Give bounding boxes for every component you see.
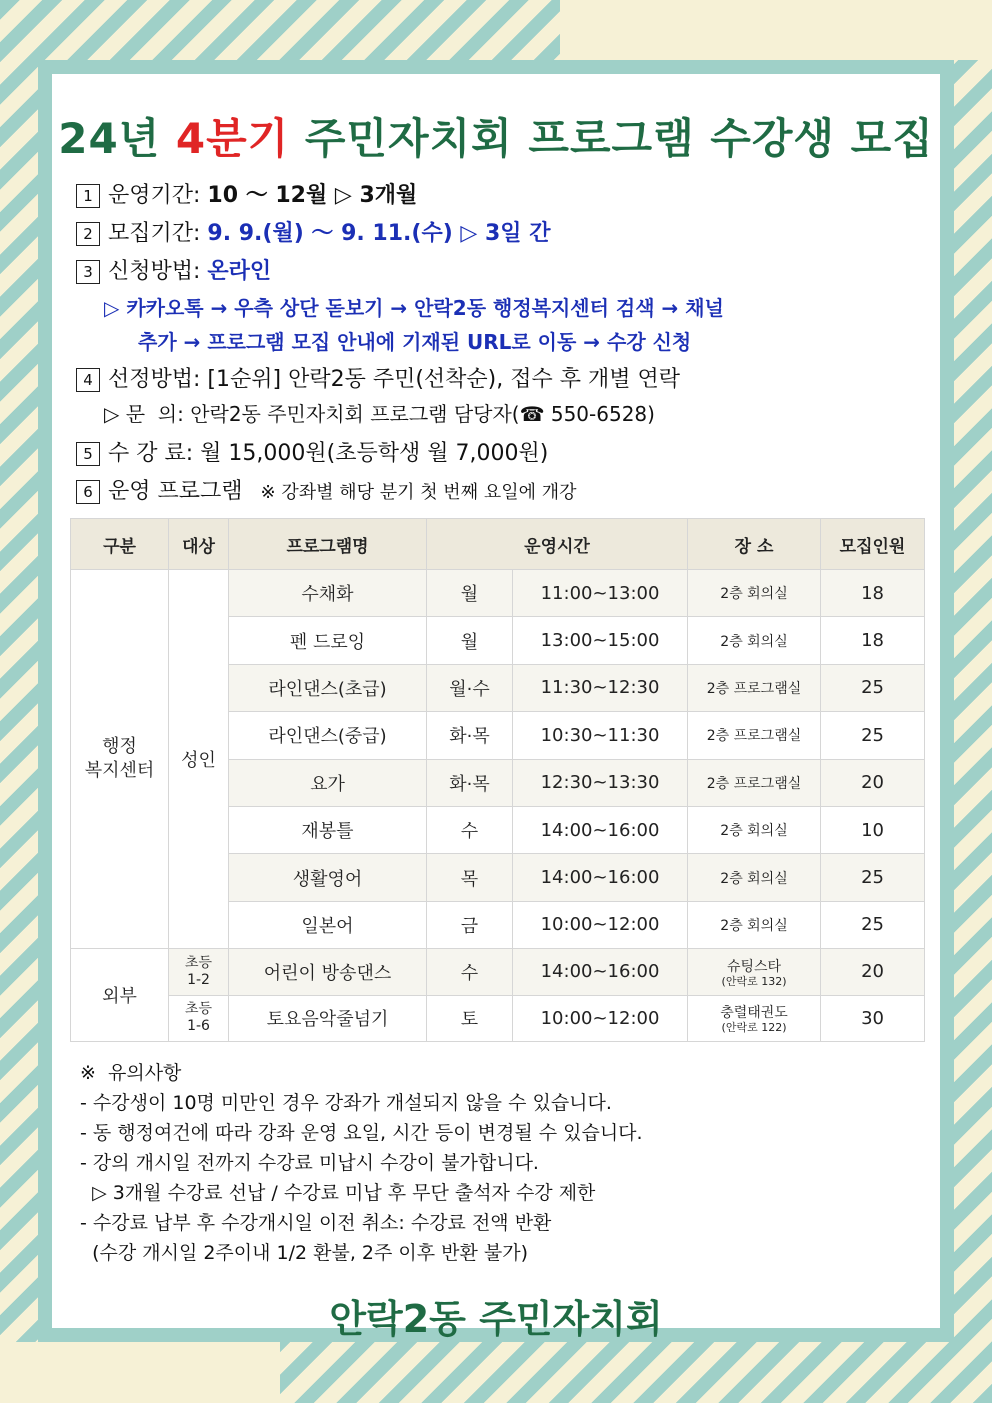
count-cell: 25	[821, 712, 925, 759]
note-line: ▷ 3개월 수강료 선납 / 수강료 미납 후 무단 출석자 수강 제한	[80, 1182, 596, 1204]
time-cell: 10:00~12:00	[513, 995, 688, 1041]
number-box-6: 6	[76, 480, 100, 504]
day-cell: 수	[427, 949, 513, 995]
corner-plain-top-right	[560, 0, 992, 60]
notes-heading: ※ 유의사항	[80, 1062, 182, 1084]
day-cell: 화·목	[427, 759, 513, 806]
place-cell	[688, 995, 821, 1041]
day-cell: 목	[427, 854, 513, 901]
place-cell: 2층 프로그램실	[688, 759, 821, 806]
program-name-cell: 라인댄스(초급)	[229, 664, 427, 711]
time-cell: 14:00~16:00	[513, 806, 688, 853]
item-apply-method: 3 신청방법: 온라인	[76, 254, 271, 285]
program-name-cell: 요가	[229, 759, 427, 806]
note-line: - 동 행정여건에 따라 강좌 운영 요일, 시간 등이 변경될 수 있습니다.	[80, 1122, 643, 1144]
note-line: (수강 개시일 2주이내 1/2 환불, 2주 이후 반환 불가)	[80, 1242, 529, 1264]
page-title: 24년 4분기 주민자치회 프로그램 수강생 모집	[58, 114, 934, 163]
time-cell: 12:30~13:30	[513, 759, 688, 806]
program-name-cell: 재봉틀	[229, 806, 427, 853]
note-line: - 수강생이 10명 미만인 경우 강좌가 개설되지 않을 수 있습니다.	[80, 1092, 612, 1114]
category-cell: 행정 복지센터	[71, 570, 169, 949]
apply-step-1: ▷ 카카오톡 → 우측 상단 돋보기 → 안락2동 행정복지센터 검색 → 채널	[104, 296, 724, 320]
note-line: - 수강료 납부 후 수강개시일 이전 취소: 수강료 전액 반환	[80, 1212, 552, 1234]
place-address: (안락로 132)	[721, 974, 787, 988]
day-cell: 월	[427, 617, 513, 664]
item-selection: 4 선정방법: [1순위] 안락2동 주민(선착순), 접수 후 개별 연락	[76, 362, 680, 393]
number-box-3: 3	[76, 260, 100, 284]
table-header-row	[71, 519, 925, 570]
time-cell: 11:30~12:30	[513, 664, 688, 711]
count-cell: 25	[821, 664, 925, 711]
number-box-2: 2	[76, 222, 100, 246]
program-name-cell: 펜 드로잉	[229, 617, 427, 664]
place-cell	[688, 949, 821, 995]
program-name-cell: 토요음악줄넘기	[229, 995, 427, 1041]
header-count: 모집인원	[821, 519, 925, 570]
inquiry-line: ▷ 문 의: 안락2동 주민자치회 프로그램 담당자(☎ 550-6528)	[104, 402, 655, 426]
place-cell: 2층 프로그램실	[688, 664, 821, 711]
time-cell: 14:00~16:00	[513, 949, 688, 995]
place-cell: 2층 회의실	[688, 570, 821, 617]
target-cell: 성인	[169, 570, 229, 949]
count-cell: 10	[821, 806, 925, 853]
count-cell: 30	[821, 995, 925, 1041]
time-cell: 10:00~12:00	[513, 901, 688, 948]
place-address: (안락로 122)	[721, 1021, 787, 1035]
day-cell: 월	[427, 570, 513, 617]
apply-step-2: 추가 → 프로그램 모집 안내에 기재된 URL로 이동 → 수강 신청	[138, 330, 692, 354]
day-cell: 금	[427, 901, 513, 948]
header-category: 구분	[71, 519, 169, 570]
time-cell: 11:00~13:00	[513, 570, 688, 617]
day-cell: 화·목	[427, 712, 513, 759]
program-name-cell: 생활영어	[229, 854, 427, 901]
header-target: 대상	[169, 519, 229, 570]
number-box-5: 5	[76, 442, 100, 466]
note-line: - 강의 개시일 전까지 수강료 미납시 수강이 불가합니다.	[80, 1152, 539, 1174]
place-cell: 2층 회의실	[688, 806, 821, 853]
header-program: 프로그램명	[229, 519, 427, 570]
count-cell: 25	[821, 901, 925, 948]
item-programs: 6 운영 프로그램 ※ 강좌별 해당 분기 첫 번째 요일에 개강	[76, 474, 576, 505]
place-name: 슈팅스타	[726, 958, 782, 975]
day-cell: 월·수	[427, 664, 513, 711]
count-cell: 20	[821, 949, 925, 995]
table-row	[71, 570, 925, 617]
footer-org-name: 안락2동 주민자치회	[329, 1297, 663, 1341]
target-cell: 초등 1-2	[169, 949, 229, 995]
place-name: 충렬태권도	[720, 1005, 788, 1022]
item-period: 1 운영기간: 10 ～ 12월 ▷ 3개월	[76, 178, 417, 209]
day-cell: 토	[427, 995, 513, 1041]
number-box-4: 4	[76, 368, 100, 392]
time-cell: 13:00~15:00	[513, 617, 688, 664]
item-fee: 5 수 강 료: 월 15,000원(초등학생 월 7,000원)	[76, 436, 548, 467]
item-recruit-period: 2 모집기간: 9. 9.(월) ～ 9. 11.(수) ▷ 3일 간	[76, 216, 550, 247]
category-cell: 외부	[71, 949, 169, 1042]
header-time: 운영시간	[427, 519, 688, 570]
program-name-cell: 라인댄스(중급)	[229, 712, 427, 759]
header-place: 장 소	[688, 519, 821, 570]
table-row	[71, 995, 925, 1041]
corner-plain-bottom-left	[0, 1342, 280, 1403]
table-row	[71, 949, 925, 995]
place-cell: 2층 회의실	[688, 617, 821, 664]
title-highlight: 4분기	[175, 114, 290, 163]
target-cell: 초등 1-6	[169, 995, 229, 1041]
notes-section	[80, 1058, 643, 1268]
place-cell: 2층 회의실	[688, 854, 821, 901]
number-box-1: 1	[76, 184, 100, 208]
program-table	[70, 518, 925, 1042]
time-cell: 14:00~16:00	[513, 854, 688, 901]
day-cell: 수	[427, 806, 513, 853]
count-cell: 18	[821, 570, 925, 617]
count-cell: 25	[821, 854, 925, 901]
time-cell: 10:30~11:30	[513, 712, 688, 759]
program-name-cell: 수채화	[229, 570, 427, 617]
place-cell: 2층 회의실	[688, 901, 821, 948]
count-cell: 20	[821, 759, 925, 806]
place-cell: 2층 프로그램실	[688, 712, 821, 759]
program-name-cell: 일본어	[229, 901, 427, 948]
count-cell: 18	[821, 617, 925, 664]
program-name-cell: 어린이 방송댄스	[229, 949, 427, 995]
